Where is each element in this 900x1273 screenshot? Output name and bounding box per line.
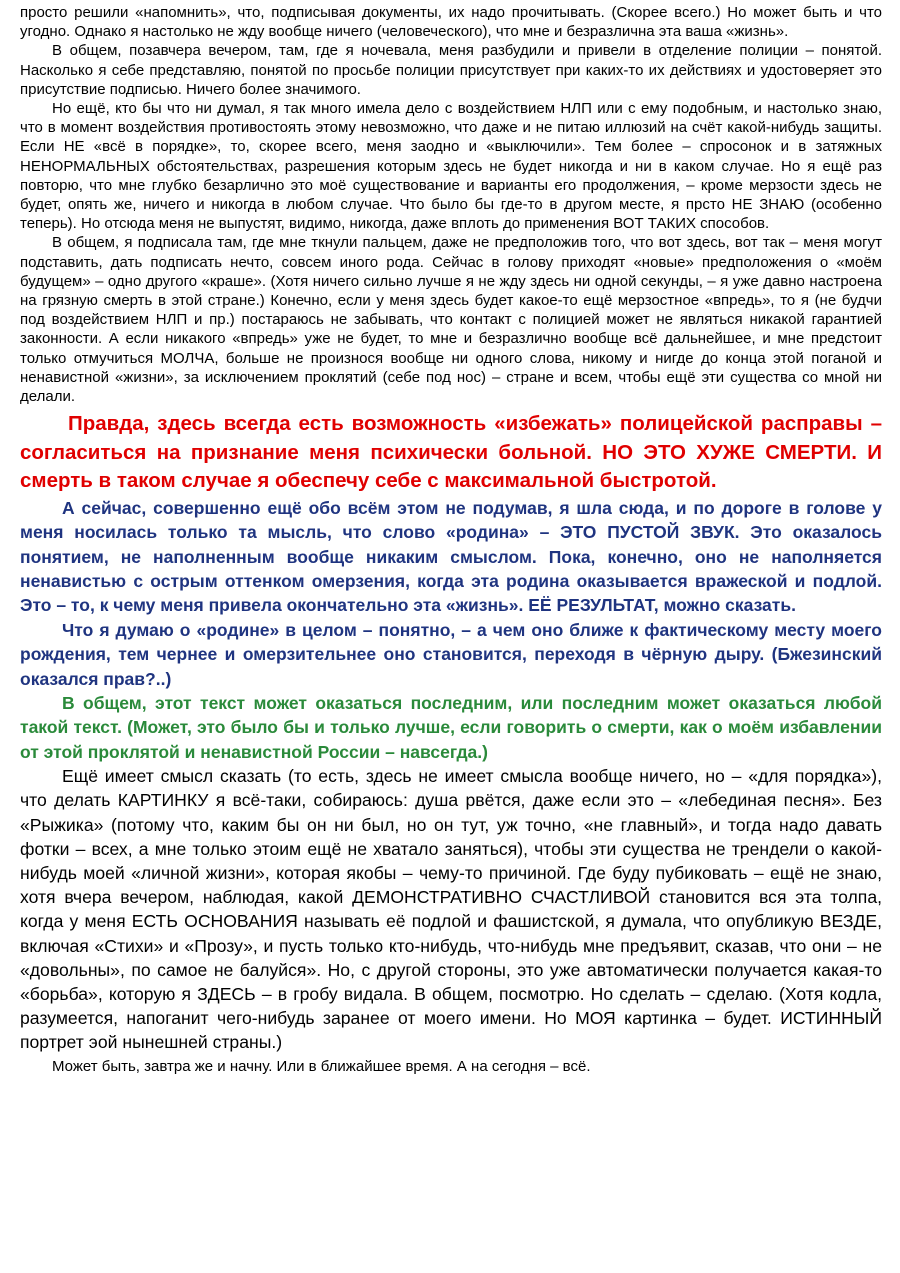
- document-page: [20, 3, 882, 1076]
- paragraph-10: Может быть, завтра же и начну. Или в ближайшее время. А на сегодня – всё.: [52, 1057, 591, 1075]
- paragraph-9: Ещё имеет смысл сказать (то есть, здесь не имеет смысла вообще ничего, но – «для порядка»), что делать КАРТИНКУ я всё-таки, собираюсь: душа рвётся, даже если это – «лебединая песня». Без «Рыжика» (потому что, каким бы он ни был, но он тут, уж точно, «не главный», и тогда надо давать фотки – всех, а мне только этоим ещё не хватало заняться), чтобы эти существа не трендели о какой-нибудь моей «личной жизни», которая якобы – чему-то причиной. Где буду пубиковать – ещё не знаю, хотя вчера вечером, наблюдая, какой ДЕМОНСТРАТИВНО СЧАСТЛИВОЙ становится вся эта толпа, когда у меня ЕСТЬ ОСНОВАНИЯ называть её подлой и фашистской, я думала, что опубликую ВЕЗДЕ, включая «Стихи» и «Прозу», и пусть только кто-нибудь, что-нибудь мне предъявит, сказав, что они – не «довольны», по самое не балуйся». Но, с другой стороны, это уже автоматически получается какая-то «борьба», которую я ЗДЕСЬ – в гробу видала. В общем, посмотрю. Но сделать – сделаю. (Хотя кодла, разумеется, напоганит чего-нибудь заранее от моего имени. Но МОЯ картинка – будет. ИСТИННЫЙ портрет эой нынешней страны.): [20, 766, 882, 1053]
- paragraph-5-red-highlight: Правда, здесь всегда есть возможность «избежать» полицейской расправы – согласиться на признание меня психически больной. НО ЭТО ХУЖЕ СМЕРТИ. И смерть в таком случае я обеспечу себе с максимальной быстротой.: [20, 412, 882, 493]
- paragraph-4: В общем, я подписала там, где мне ткнули пальцем, даже не предположив того, что вот здесь, вот так – меня могут подставить, дать подписать нечто, совсем иного рода. Сейчас в голову приходят «новые» предположения о «моём будущем» – одно другого «краше». (Хотя ничего сильно лучше я не жду здесь ни одной секунды, – я уже давно настроена на грязную смерть в этой стране.) Конечно, если у меня здесь будет какое-то ещё мерзостное «впредь», то я (не будчи под воздействием НЛП и пр.) постараюсь не забывать, что контакт с полицией может не являться никакой гарантией законности. А если никакого «впредь» уже не будет, то мне и безразлично вообще всё дальнейшее, и мне предстоит только отмучиться МОЛЧА, больше не произнося вообще ни одного слова, никому и нигде до конца этой поганой и ненавистной «жизни», за исключением проклятий (себе под нос) – стране и всем, чтобы ещё эти существа со мной ни делали.: [20, 234, 882, 406]
- paragraph-8-green: В общем, этот текст может оказаться последним, или последним может оказаться любой такой текст. (Может, это было бы и только лучше, если говорить о смерти, как о моём избавлении от этой проклятой и ненавистной России – навсегда.): [20, 693, 882, 762]
- paragraph-3: Но ещё, кто бы что ни думал, я так много имела дело с воздействием НЛП или с ему подобным, и настолько знаю, что в момент воздействия противостоять этому невозможно, что даже и не питаю иллюзий на счёт какой-нибудь защиты. Если НЕ «всё в порядке», то, скорее всего, меня заодно и «выключили». Тем более – спросонок и в затяжных НЕНОРМАЛЬНЫХ обстоятельствах, разрешения которым здесь не будет никогда и ни в каком случае. Но я ещё раз повторю, что мне глубко безарлично это моё существование и варианты его продолжения, – кроме мерзости здесь не будет, опять же, ничего и никогда в любом случае. Что было бы где-то в другом месте, я прсто НЕ ЗНАЮ (особенно теперь). Но отсюда меня не выпустят, видимо, никогда, даже вплоть до применения ВОТ ТАКИХ способов.: [20, 100, 882, 233]
- paragraph-6-navy: А сейчас, совершенно ещё обо всём этом не подумав, я шла сюда, и по дороге в голове у меня носилась только та мысль, что слово «родина» – ЭТО ПУСТОЙ ЗВУК. Это оказалось понятием, не наполненным вообще никаким смыслом. Пока, конечно, оно не наполняется ненавистью с острым оттенком омерзения, когда эта родина оказывается вражеской и подлой. Это – то, к чему меня привела окончательно эта «жизнь». ЕЁ РЕЗУЛЬТАТ, можно сказать.: [20, 497, 882, 616]
- paragraph-1: просто решили «напомнить», что, подписывая документы, их надо прочитывать. (Скорее всего.) Но может быть и что угодно. Однако я настолько не жду вообще ничего (человеческого), что мне и безразлична эта ваша «жизнь».: [20, 4, 882, 41]
- paragraph-2: В общем, позавчера вечером, там, где я ночевала, меня разбудили и привели в отделение полиции – понятой. Насколько я себе представляю, понятой по просьбе полиции присутствует при каких-то их действиях и удостоверяет это присутствие подписью. Ничего более значимого.: [20, 42, 882, 98]
- paragraph-7-navy: Что я думаю о «родине» в целом – понятно, – а чем оно ближе к фактическому месту моего рождения, тем чернее и омерзительнее оно становится, переходя в чёрную дыру. (Бжезинский оказался прав?..): [20, 619, 882, 689]
